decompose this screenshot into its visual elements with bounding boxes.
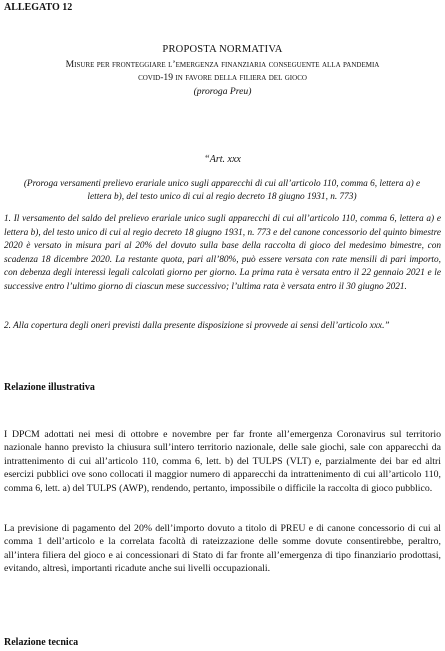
subtitle-line-2: covid-19 in favore della filiera del gioco <box>138 72 307 83</box>
proposal-subtitle <box>30 58 415 84</box>
section-heading-relazione-illustrativa: Relazione illustrativa <box>4 382 95 393</box>
illustrativa-paragraph-1: I DPCM adottati nei mesi di ottobre e novembre per far fronte all’emergenza Coronavirus sul territorio nazionale hanno previsto la chiusura sull’intero territorio nazionale, delle sale giochi, sale con apparecchi da intrattenimento di cui all’articolo 110, comma 6, lett. b) del TULPS (VLT) e, parzialmente dei bar ed altri esercizi pubblici ove sono collocati il maggior numero di apparecchi da intrattenimento di cui all’articolo 110, comma 6, lett. a) del TULPS (AWP), rendendo, pertanto, impossibile o difficile la raccolta di gioco pubblico. <box>4 429 441 494</box>
attachment-label: ALLEGATO 12 <box>4 2 73 13</box>
section-heading-relazione-tecnica: Relazione tecnica <box>4 637 79 648</box>
proposal-title: PROPOSTA NORMATIVA <box>162 44 283 55</box>
illustrativa-paragraph-2: La previsione di pagamento del 20% dell’importo dovuto a titolo di PREU e di canone concessorio di cui al comma 1 dell’articolo e la correlata facoltà di rateizzazione delle somme dovute consentirebbe, peraltro, all’intera filiera del gioco e ai concessionari di Stato di far fronte all’emergenza di tipo finanziario prodottasi, evitando, altresì, importanti ricadute anche sui livelli occupazionali. <box>4 523 441 575</box>
article-comma-2: 2. Alla copertura degli oneri previsti dalla presente disposizione si provvede ai sensi dell’articolo xxx.” <box>4 321 390 331</box>
article-description: (Proroga versamenti prelievo erariale unico sugli apparecchi di cui all’articolo 110, comma 6, lettera a) e lettera b), del testo unico di cui al regio decreto 18 giugno 1931, n. 773) <box>23 179 421 202</box>
subtitle-line-1: Misure per fronteggiare l’emergenza finanziaria conseguente alla pandemia <box>65 59 380 70</box>
article-comma-1: 1. Il versamento del saldo del prelievo erariale unico sugli apparecchi di cui all’articolo 110, comma 6, lettera a) e lettera b), del testo unico di cui al regio decreto 18 giugno 1931, n. 773 e del canone concessorio del quinto bimestre 2020 è versato in misura pari al 20% del dovuto sulla base della raccolta di gioco del medesimo bimestre, con scadenza 18 dicembre 2020. La restante quota, pari all’80%, può essere versata con rate mensili di pari importo, con debenza degli interessi legali calcolati giorno per giorno. La prima rata è versata entro il 22 gennaio 2021 e le successive entro l’ultimo giorno di ciascun mese successivo; l’ultima rata è versata entro il 30 giugno 2021. <box>4 214 441 292</box>
article-heading: “Art. xxx <box>204 154 241 165</box>
proroga-note: (proroga Preu) <box>193 86 252 97</box>
